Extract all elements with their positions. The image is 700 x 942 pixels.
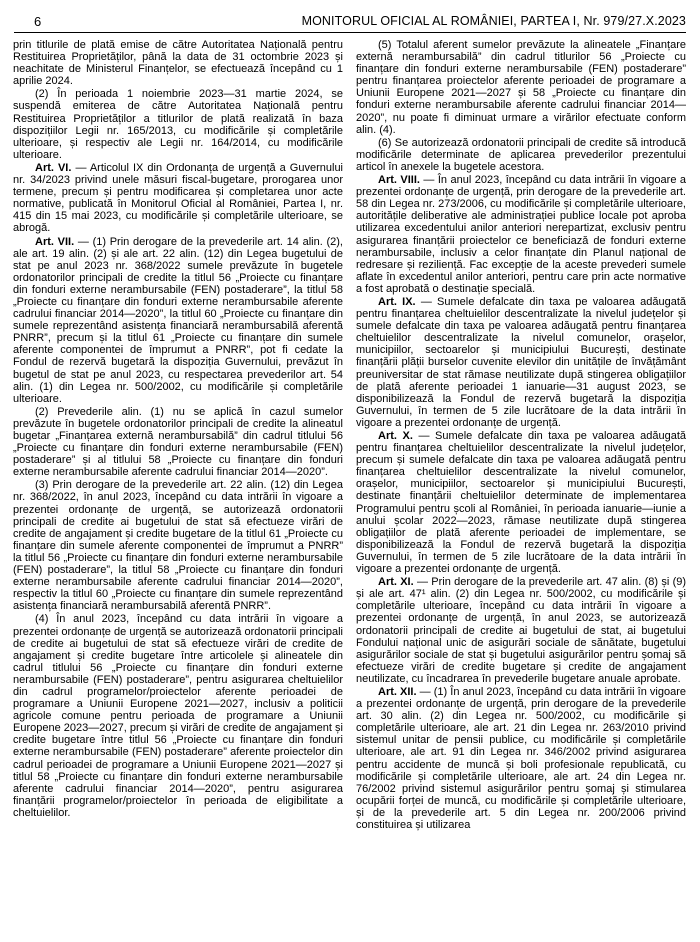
left-column <box>13 39 343 934</box>
paragraph <box>13 613 343 819</box>
paragraph <box>13 406 343 479</box>
paragraph-text: — (1) Prin derogare de la prevederile art. 14 alin. (2), ale art. 19 alin. (2) și ale art. 22 alin. (12) din Legea bugetului de stat pe anul 2023 nr. 368/2022 sumele prevăzute în bugetele ordonatorilor principali de credite la titlul 56 „Proiecte cu finanțare din fonduri externe nerambursabile (FEN) postaderare”, la titlul 58 „Proiecte cu finanțare din fonduri externe nerambursabile aferente cadrului financiar 2014—2020”, la titlul 60 „Proiecte cu finanțare din sumele reprezentând asistența financiară nerambursabilă aferentă PNRR”, precum și la titlul 61 „Proiecte cu finanțare din sumele aferente componentei de împrumut a PNRR”, pot fi cedate la Fondul de rezervă bugetară la dispoziția Guvernului, prevăzut în bugetul de stat pe anul 2023, cu respectarea prevederilor art. 54 alin. (1) din Legea nr. 500/2002, cu modificările și completările ulterioare. <box>13 235 343 405</box>
paragraph-text: (4) În anul 2023, începând cu data intrării în vigoare a prezentei ordonanțe de urgență se autorizează ordonatorii principali de credite ai bugetului de stat să efectueze virări de credite de angajament și credite bugetare între articolele și alineatele din cadrul titlului 56 „Proiecte cu finanțare din fonduri externe nerambursabile (FEN) postaderare”, pentru asigurarea cheltuielilor din cadrul programelor/proiectelor aferente perioadei de programare a Uniunii Europene 2021—2027, inclusiv a politicii agricole comune pentru perioada de programare a Uniunii Europene 2023—2027, precum și virări de credite de angajament și credite bugetare între titlul 56 „Proiecte cu finanțare din fonduri externe nerambursabile (FEN) postaderare” aferente proiectelor din cadrul perioadei de programare a Uniunii Europene 2021—2027 și titlul 58 „Proiecte cu finanțare din fonduri externe nerambursabile aferente cadrului financiar 2014—2020”, pentru asigurarea finanțării programelor/proiectelor în perioada de eligibilitate a cheltuielilor. <box>13 613 343 819</box>
paragraph-text: prin titlurile de plată emise de către Autoritatea Națională pentru Restituirea Proprietăților, până la data de 31 octombrie 2023 și neachitate de Ministerul Finanțelor, se efectuează începând cu 1 aprilie 2024. <box>13 39 343 88</box>
article-number: Art. XII. <box>378 685 417 698</box>
right-column <box>356 39 686 934</box>
article-paragraph <box>13 236 343 405</box>
article-paragraph <box>356 686 686 831</box>
paragraph <box>13 479 343 612</box>
page-number: 6 <box>34 14 42 29</box>
paragraph-text: (2) În perioada 1 noiembrie 2023—31 martie 2024, se suspendă emiterea de către Autoritatea Națională pentru Restituirea Proprietăților a titlurilor de plată realizată în baza dispozițiilor Legii nr. 165/2013, cu modificările și completările ulterioare, și respectiv ale Legii nr. 164/2014, cu modificările ulterioare. <box>13 88 343 161</box>
paragraph <box>13 39 343 87</box>
article-paragraph <box>356 576 686 685</box>
paragraph-text: (5) Totalul aferent sumelor prevăzute la alineatele „Finanțare externă nerambursabilă” din cadrul titlurilor 56 „Proiecte cu finanțare din fonduri externe nerambursabile (FEN) postaderare” pentru finanțarea proiectelor aferente perioadei de programare a Uniunii Europene 2021—2027 și 58 „Proiecte cu finanțare din fonduri externe nerambursabile aferente cadrului financiar 2014—2020”, nu poate fi diminuat urmare a virărilor efectuate conform alin. (4). <box>356 39 686 136</box>
page-header <box>14 10 686 33</box>
paragraph-text: — (1) În anul 2023, începând cu data intrării în vigoare a prezentei ordonanțe de urgență, prin derogare de la prevederile art. 30 alin. (2) din Legea nr. 500/2002, cu modificările și completările ulterioare, ale art. 21 din Legea nr. 263/2010 privind sistemul unitar de pensii publice, cu modificările și completările ulterioare, ale art. 91 din Legea nr. 346/2002 privind asigurarea pentru accidente de muncă și boli profesionale republicată, cu modificările și completările ulterioare, ale art. 24 din Legea nr. 76/2002 privind sistemul asigurărilor pentru șomaj și stimularea ocupării forței de muncă, cu modificările și completările ulterioare, și de la prevederile art. 5 din Legea nr. 200/2006 privind constituirea și utilizarea <box>356 685 686 831</box>
paragraph <box>356 39 686 136</box>
article-number: Art. XI. <box>378 576 414 589</box>
article-number: Art. X. <box>378 430 413 442</box>
paragraph-text: (3) Prin derogare de la prevederile art. 22 alin. (12) din Legea nr. 368/2022, în anul 2023, începând cu data intrării în vigoare a prezentei ordonanțe de urgență, se autorizează ordonatorii principali de credite ai bugetului de stat să efectueze virări de credite de angajament și credite bugetare de la titlul 61 „Proiecte cu finanțare din sumele aferente componentei de împrumut a PNRR” la titlul 56 „Proiecte cu finanțare din fonduri externe nerambursabile (FEN) postaderare”, la titlul 58 „Proiecte cu finanțare din fonduri externe nerambursabile aferente cadrului financiar 2014—2020”, respectiv la titlul 60 „Proiecte cu finanțare din sumele reprezentând asistența financiară nerambursabilă aferentă PNRR”. <box>13 479 343 613</box>
article-number: Art. VII. <box>35 235 75 248</box>
paragraph-text: (2) Prevederile alin. (1) nu se aplică în cazul sumelor prevăzute în bugetele ordonatorilor principali de credite la alineatul bugetar „Finanțarea externă nerambursabilă” din cadrul titlului 56 „Proiecte cu finanțare din fonduri externe nerambursabile (FEN) postaderare” și al titlului 58 „Proiecte cu finanțare din fonduri externe nerambursabile aferente cadrului financiar 2014—2020”. <box>13 405 343 479</box>
article-number: Art. IX. <box>378 295 416 308</box>
article-paragraph <box>13 162 343 235</box>
paragraph-text: (6) Se autorizează ordonatorii principali de credite să introducă modificările determinate de aplicarea prevederilor prezentului articol în anexele la bugetele acestora. <box>356 136 686 173</box>
article-paragraph <box>356 174 686 295</box>
paragraph <box>356 137 686 173</box>
paragraph-text: — Prin derogare de la prevederile art. 47 alin. (8) și (9) și ale art. 47¹ alin. (2) din Legea nr. 500/2002, cu modificările și completările ulterioare, începând cu data intrării în vigoare a prezentei ordonanțe de urgență, în anul 2023, se autorizează ordonatorii principali de credite ai bugetului de stat, ai bugetului Fondului național unic de asigurări sociale de sănătate, bugetului asigurărilor sociale de stat și bugetului asigurărilor pentru șomaj să efectueze virări de credite bugetare și credite de angajament neutilizate, cu încadrarea în prevederile bugetare anuale aprobate. <box>356 576 686 685</box>
article-paragraph <box>356 430 686 575</box>
paragraph-text: — Sumele defalcate din taxa pe valoarea adăugată pentru finanțarea cheltuielilor descentralizate la nivelul județelor și sumele defalcate din taxa pe valoarea adăugată pentru finanțarea cheltuielilor descentralizate la nivelul comunelor, orașelor, municipiilor, sectoarelor și municipiului București, destinate finanțării plății burselor cuvenite elevilor din unitățile de învățământ preuniversitar de stat rămase neutilizate după stingerea obligațiilor de plată aferente perioadei 1 ianuarie—31 august 2023, se disponibilizează la Fondul de rezervă bugetară la dispoziția Guvernului, în termen de 5 zile lucrătoare de la data intrării în vigoare a prezentei ordonanțe de urgență. <box>356 295 686 429</box>
paragraph-text: — Sumele defalcate din taxa pe valoarea adăugată pentru finanțarea cheltuielilor descentralizate la nivelul județelor, precum și sumele defalcate din taxa pe valoarea adăugată pentru finanțarea cheltuielilor descentralizate la nivelul comunelor, orașelor, municipiilor, sectoarelor și municipiului București, destinate finanțării cheltuielilor determinate de implementarea Programului pentru școli al României, în perioada ianuarie—iunie a anului școlar 2022—2023, rămase neutilizate după stingerea obligațiilor de plată aferente perioadei de implementare, se disponibilizează la Fondul de rezervă bugetară la dispoziția Guvernului, în termen de 5 zile lucrătoare de la data intrării în vigoare a prezentei ordonanțe de urgență. <box>356 430 686 576</box>
paragraph <box>13 88 343 161</box>
publication-title: MONITORUL OFICIAL AL ROMÂNIEI, PARTEA I, Nr. 979/27.X.2023 <box>301 14 686 28</box>
article-number: Art. VI. <box>35 161 72 174</box>
paragraph-text: — Articolul IX din Ordonanța de urgență a Guvernului nr. 34/2023 privind unele măsuri fiscal-bugetare, prorogarea unor termene, precum și pentru modificarea și completarea unor acte normative, publicată în Monitorul Oficial al României, Partea I, nr. 415 din 15 mai 2023, cu modificările și completările ulterioare, se abrogă. <box>13 161 343 235</box>
article-number: Art. VIII. <box>378 174 420 187</box>
paragraph-text: — În anul 2023, începând cu data intrării în vigoare a prezentei ordonanțe de urgență, prin derogare de la prevederile art. 58 din Legea nr. 273/2006, cu modificările și completările ulterioare, autoritățile deliberative ale administrației publice locale pot aproba utilizarea excedentului anilor anteriori nerepartizat, exclusiv pentru asigurarea finanțării proiectelor ce beneficiază de fonduri externe nerambursabile, inclusiv a celor finanțate din Planul național de redresare și reziliență. Fac excepție de la aceste prevederi sumele aflate în excedentul anilor anteriori, pentru care prin acte normative a fost aprobată o destinație specială. <box>356 174 686 295</box>
article-paragraph <box>356 296 686 429</box>
